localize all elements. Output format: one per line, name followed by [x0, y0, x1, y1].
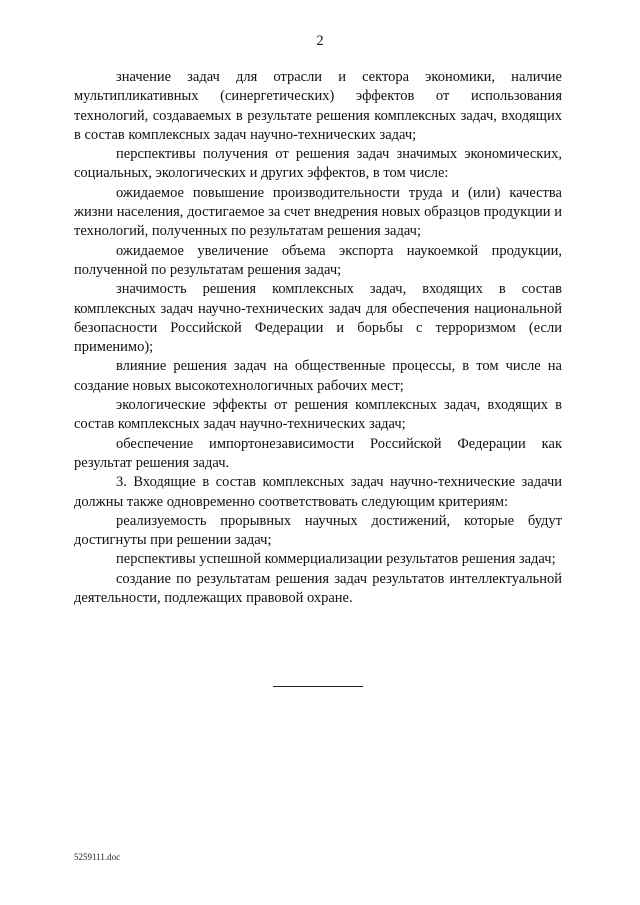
- paragraph: ожидаемое повышение производительности труда и (или) качества жизни населения, достигаемое за счет внедрения новых образцов продукции и технологий, полученных по результатам решения задач;: [74, 184, 562, 240]
- paragraph: перспективы успешной коммерциализации результатов решения задач;: [116, 551, 556, 568]
- document-body: [74, 68, 562, 608]
- paragraph: ожидаемое увеличение объема экспорта наукоемкой продукции, полученной по результатам решения задач;: [74, 242, 562, 278]
- end-divider: [273, 686, 363, 687]
- paragraph: перспективы получения от решения задач значимых экономических, социальных, экологических и других эффектов, в том числе:: [74, 146, 562, 182]
- paragraph: обеспечение импортонезависимости Российской Федерации как результат решения задач.: [74, 435, 562, 471]
- paragraph: 3. Входящие в состав комплексных задач научно-технические задачи должны также одновременно соответствовать следующим критериям:: [74, 474, 562, 510]
- paragraph: создание по результатам решения задач результатов интеллектуальной деятельности, подлежащих правовой охране.: [74, 570, 562, 607]
- page-number: 2: [316, 33, 324, 49]
- paragraph: реализуемость прорывных научных достижений, которые будут достигнуты при решении задач;: [74, 512, 562, 549]
- paragraph: экологические эффекты от решения комплексных задач, входящих в состав комплексных задач научно-технических задач;: [74, 397, 562, 433]
- paragraph: влияние решения задач на общественные процессы, в том числе на создание новых высокотехнологичных рабочих мест;: [74, 358, 562, 394]
- paragraph: значимость решения комплексных задач, входящих в состав комплексных задач научно-технических задач для обеспечения национальной безопасности Российской Федерации и борьбы с терроризмом (если применимо);: [74, 281, 562, 356]
- paragraph: значение задач для отрасли и сектора экономики, наличие мультипликативных (синергетических) эффектов от использования технологий, создаваемых в результате решения комплексных задач, входящих в состав комплексных задач научно-технических задач;: [74, 69, 562, 143]
- footer-filename: 5259111.doc: [74, 852, 121, 862]
